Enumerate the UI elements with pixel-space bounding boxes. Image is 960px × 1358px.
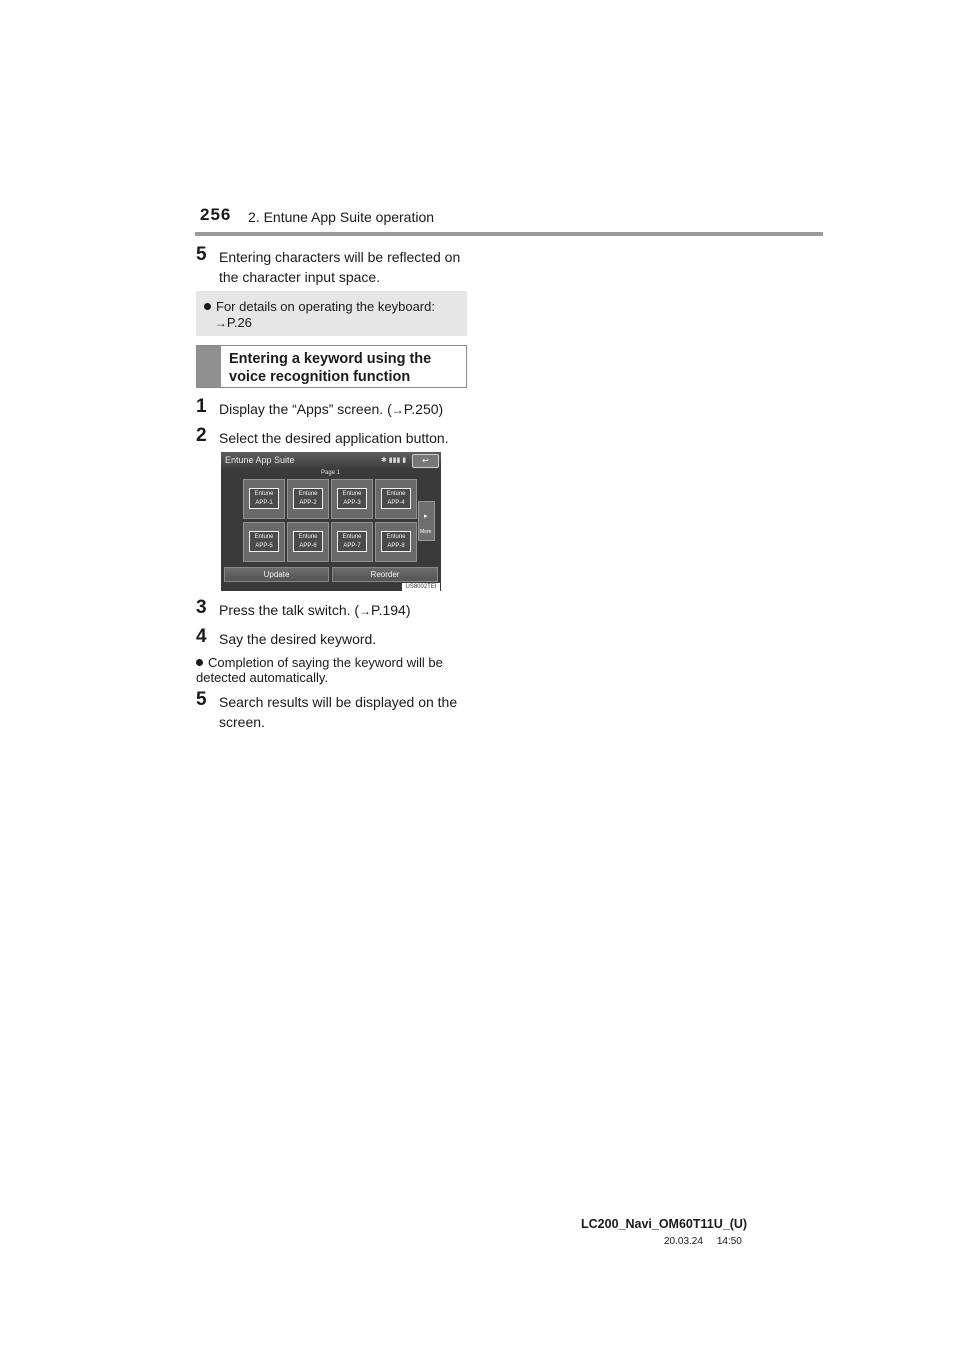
page-number: 256 xyxy=(200,205,232,224)
page-reference-link[interactable]: P.250 xyxy=(403,401,439,417)
apps-screen-illustration xyxy=(221,452,441,591)
app-button-5[interactable]: Entune APP-5 xyxy=(243,522,285,562)
step-number: 5 xyxy=(196,244,207,265)
note-text: For details on operating the keyboard: xyxy=(216,299,435,314)
heading-marker xyxy=(197,346,221,387)
arrow-icon: → xyxy=(359,604,372,618)
keyword-heading-box xyxy=(196,345,467,388)
step-text: Entering characters will be reflected on the character input space. xyxy=(219,249,461,285)
more-button[interactable]: ▸ More xyxy=(418,501,435,541)
app-button-1[interactable]: Entune APP-1 xyxy=(243,479,285,519)
completion-bullet: Completion of saying the keyword will be detected automatically. xyxy=(196,655,443,685)
print-timestamp: 20.03.24 14:50 xyxy=(664,1236,742,1247)
page-reference-link[interactable]: P.26 xyxy=(226,315,252,330)
keyword-heading: Entering a keyword using the voice recognition function xyxy=(229,351,432,385)
step-5-entering xyxy=(196,244,467,287)
status-icons: ✱ ▮▮▮ ▮ xyxy=(381,457,407,464)
header-divider xyxy=(195,232,823,236)
bullet-icon xyxy=(204,303,211,310)
update-button[interactable]: Update xyxy=(224,567,329,582)
step-3-press-talk: 3 Press the talk switch. (→P.194) xyxy=(196,597,411,618)
step-5-results: 5 Search results will be displayed on the screen. xyxy=(196,689,458,730)
screen-title: Entune App Suite xyxy=(225,455,295,465)
arrow-icon: → xyxy=(391,403,404,417)
app-button-7[interactable]: Entune APP-7 xyxy=(331,522,373,562)
app-button-6[interactable]: Entune APP-6 xyxy=(287,522,329,562)
step-4-say-keyword: 4 Say the desired keyword. xyxy=(196,626,377,647)
step-1-display-apps: 1 Display the “Apps” screen. (→P.250) xyxy=(196,396,444,417)
section-title: 2. Entune App Suite operation xyxy=(248,209,435,225)
image-id: US8002TEI xyxy=(402,583,440,591)
document-id: LC200_Navi_OM60T11U_(U) xyxy=(581,1217,748,1231)
page-indicator: Page 1 xyxy=(321,470,341,476)
app-button-4[interactable]: Entune APP-4 xyxy=(375,479,417,519)
app-button-3[interactable]: Entune APP-3 xyxy=(331,479,373,519)
screen-header xyxy=(221,452,441,469)
bullet-icon xyxy=(196,659,203,666)
reorder-button[interactable]: Reorder xyxy=(332,567,438,582)
keyboard-note xyxy=(196,291,467,336)
page-reference-link[interactable]: P.194 xyxy=(371,602,406,618)
step-2-select-app: 2 Select the desired application button. xyxy=(196,425,449,446)
arrow-icon: → xyxy=(214,316,227,330)
app-button-8[interactable]: Entune APP-8 xyxy=(375,522,417,562)
back-icon[interactable]: ↩ xyxy=(412,454,439,468)
chevron-right-icon: ▸ xyxy=(424,513,428,520)
app-button-2[interactable]: Entune APP-2 xyxy=(287,479,329,519)
